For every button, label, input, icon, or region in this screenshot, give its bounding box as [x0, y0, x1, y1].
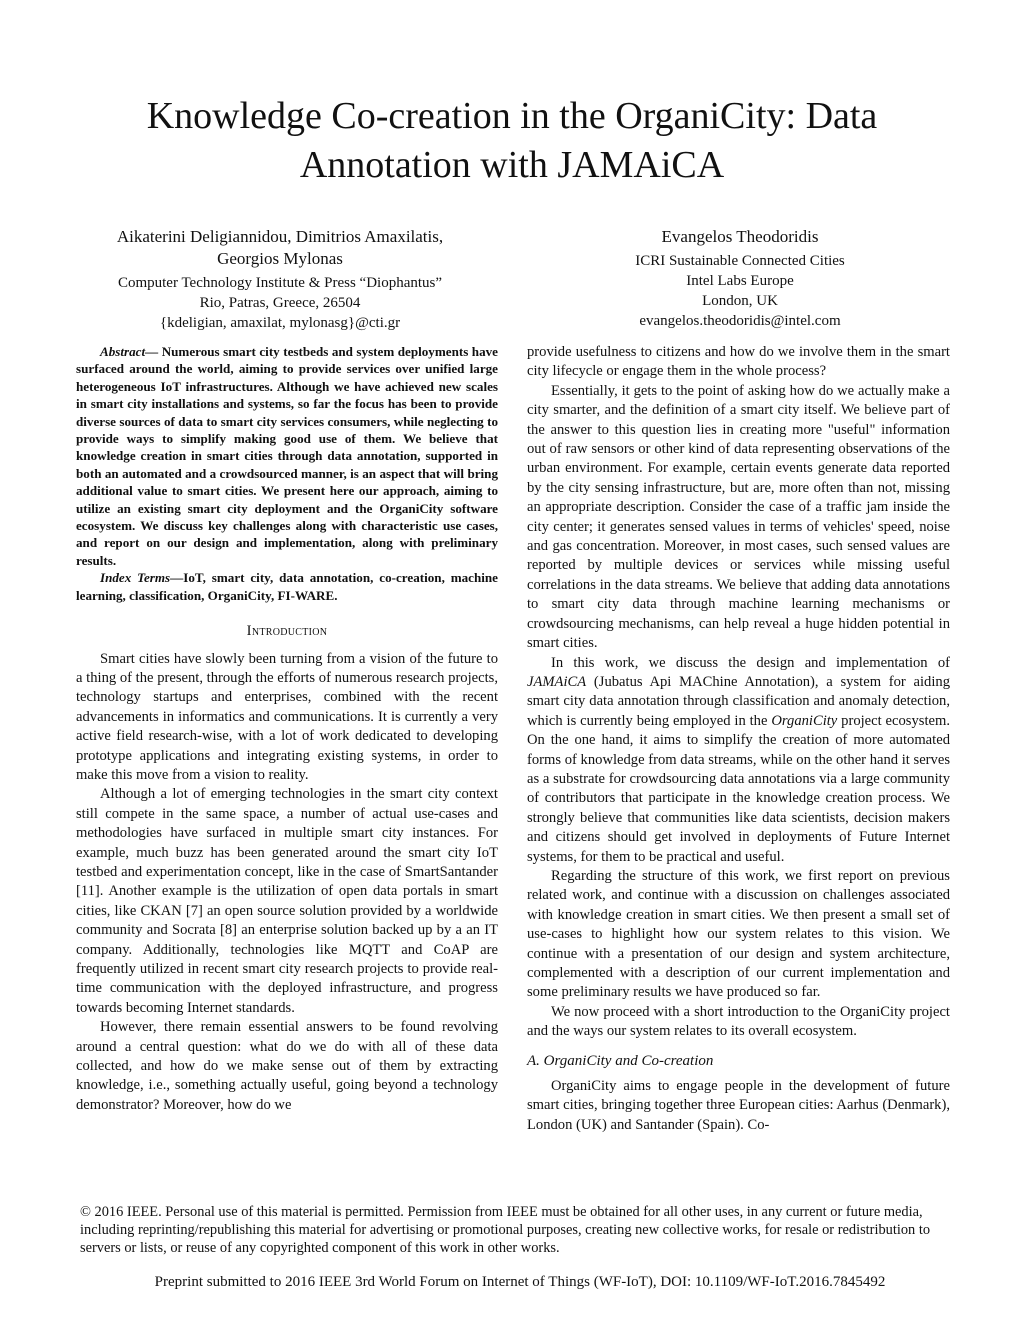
author-block-left [80, 226, 480, 333]
paragraph: However, there remain essential answers to be found revolving around a central question: what do we do with all of these data collected, and how do we make sense out of them by extracting knowledge, i.e., something actually useful, going beyond a technology demonstrator? Moreover, how do we [76, 1019, 498, 1113]
index-terms [76, 569, 498, 604]
author-affiliation: Computer Technology Institute & Press “Diophantus” [117, 275, 443, 291]
paper-title: Knowledge Co-creation in the OrganiCity: Data Annotation with JAMAiCA [146, 95, 878, 186]
author-names-line2: Georgios Mylonas [217, 249, 343, 268]
paragraph: Smart cities have slowly been turning from a vision of the future to a thing of the present, through the efforts of numerous research projects, technology startups and enterprises, combined with the recent advancements in informatics and communications. It is currently a very active field research-wise, with a lot of work dedicated to developing prototype applications and integrating existing systems, in order to make this move from a vision to reality. [76, 650, 498, 783]
index-terms-text: —IoT, smart city, data annotation, co-creation, machine learning, classification, OrganiCity, FI-WARE. [76, 570, 498, 603]
author-affiliation: ICRI Sustainable Connected Cities [635, 253, 845, 269]
copyright-notice: © 2016 IEEE. Personal use of this material is permitted. Permission from IEEE must be obtained for all other uses, in any current or future media, including reprinting/republishing this material for advertising or promotional purposes, creating new collective works, for resale or redistribution to servers or lists, or reuse of any copyrighted component of this work in other works. [80, 1204, 931, 1256]
text-run: In this work, we discuss the design and implementation of [551, 654, 950, 671]
text-run: project ecosystem. On the one hand, it aims to simplify the creation of more automated forms of knowledge from data streams, while on the other hand it serves as a substrate for crowdsourcing data annotations via a large community of contributors that participate in the knowledge creation process. We strongly believe that communities like data scientists, decision makers and citizens should get involved in deployments of Future Internet systems, for them to be practical and useful. [527, 712, 950, 865]
paragraph: Although a lot of emerging technologies in the smart city context still compete in the same space, a number of actual use-cases and methodologies have surfaced in multiple smart city instances. For example, much buzz has been generated around the smart city IoT testbed and experimentation concept, like in the case of SmartSantander [11]. Another example is the utilization of open data portals in smart cities, like CKAN [7] an open source solution provided by a worldwide community and Socrata [8] an enterprise solution backed up by a an IT company. Additionally, technologies like MQTT and CoAP are frequently utilized in recent smart city research projects to provide real-time communication with the deployed infrastructure, and progress towards becoming Internet standards. [76, 786, 498, 1016]
paragraph: Essentially, it gets to the point of asking how do we actually make a city smarter, and the definition of a smart city itself. We believe part of the answer to this question lies in creating more "useful" information out of raw sensors or other kind of data representing observations of the urban environment. For example, certain events generate data reported by the city sensing infrastructure, but are, more often than not, missing an appropriate description. Consider the case of a traffic jam inside the city center; it generates sensed values in terms of vehicles' speed, noise and gas concentration. Moreover, in most cases, such sensed values are reported by multiple devices or services while missing useful correlations in the data streams. We believe that adding data annotations to smart city data through machine learning mechanisms or crowdsourcing mechanisms, can help reveal a huge hidden potential in smart cities. [527, 382, 950, 652]
right-column [527, 343, 950, 1135]
paragraph [527, 654, 950, 867]
paragraph: Regarding the structure of this work, we first report on previous related work, and continue with a discussion on challenges associated with knowledge creation in smart cities. We then present a small set of use-cases to highlight how our system relates to this vision. We continue with a presentation of our design and system architecture, complemented with a description of our current implementation and some preliminary results we have produced so far. [527, 867, 950, 1001]
author-block-right [540, 226, 940, 331]
preprint-notice: Preprint submitted to 2016 IEEE 3rd World Forum on Internet of Things (WF-IoT), DOI: 10.1109/WF-IoT.2016.7845492 [154, 1274, 886, 1290]
paragraph: provide usefulness to citizens and how do we involve them in the smart city lifecycle or engage them in the whole process? [527, 344, 950, 380]
text-run: (Jubatus Api MAChine Annotation), a system for aiding smart city data annotation through classification and anomaly detection, which is currently being employed in the [527, 673, 950, 729]
paragraph: We now proceed with a short introduction to the OrganiCity project and the ways our system relates to its overall ecosystem. [527, 1003, 950, 1040]
author-name: Evangelos Theodoridis [661, 227, 819, 246]
project-name: OrganiCity [771, 712, 838, 729]
abstract [76, 343, 498, 569]
author-address: London, UK [702, 293, 778, 309]
left-column [76, 343, 498, 1115]
author-org: Intel Labs Europe [686, 273, 794, 289]
subsection-heading: A. OrganiCity and Co-creation [527, 1052, 714, 1069]
abstract-text: Numerous smart city testbeds and system deployments have surfaced around the world, aiming to provide services over unified large heterogeneous IoT infrastructures. Although we have achieved new scales in smart city installations and systems, so far the focus has been to provide diverse sources of data to smart city services consumers, while neglecting to provide ways to simplify making good use of them. We believe that knowledge creation in smart cities through data annotation, supported in both an automated and a crowdsourced manner, is an aspect that will bring additional value to smart cities. We present here our approach, aiming to utilize an existing smart city deployment and the OrganiCity software ecosystem. We discuss key challenges along with characteristic use cases, and report on our design and implementation, along with preliminary results. [76, 344, 498, 568]
section-heading-introduction: Introduction [246, 623, 328, 640]
paragraph: OrganiCity aims to engage people in the development of future smart cities, bringing together three European cities: Aarhus (Denmark), London (UK) and Santander (Spain). Co- [527, 1078, 950, 1133]
abstract-label: Abstract— [100, 344, 159, 359]
system-name: JAMAiCA [527, 673, 587, 690]
index-terms-label: Index Terms [100, 570, 171, 586]
author-email: {kdeligian, amaxilat, mylonasg}@cti.gr [159, 315, 401, 331]
author-names-line1: Aikaterini Deligiannidou, Dimitrios Amaxilatis, [116, 227, 444, 246]
author-address: Rio, Patras, Greece, 26504 [199, 295, 361, 311]
author-email: evangelos.theodoridis@intel.com [639, 313, 841, 329]
